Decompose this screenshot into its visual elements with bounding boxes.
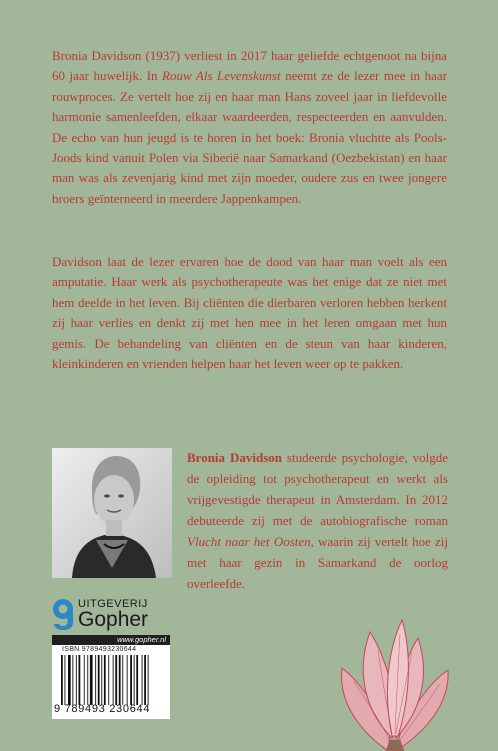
isbn-digits: 9 789493 230644: [54, 703, 151, 715]
magnolia-flower-illustration: [318, 610, 468, 751]
author-photo: [52, 448, 172, 578]
blurb-text-1a: Bronia Davidson (1937) verliest in 2017 haar geliefde echtgenoot na bijna 60 jaar huwelijk. In: [52, 48, 447, 84]
isbn-label: ISBN 9789493230644: [62, 646, 137, 653]
publisher-label: UITGEVERIJ: [78, 598, 148, 610]
bio-text-a: studeerde psychologie, volgde de opleiding tot psychotherapeut en werkt als vrijgevestigde therapeut in Amsterdam. In 2012 debuteerde zij met de autobiografische roman: [187, 450, 448, 528]
book-title: Rouw Als Levenskunst: [162, 68, 281, 84]
publisher-g-icon: [52, 598, 74, 630]
author-bio: [187, 447, 448, 594]
barcode: [52, 645, 170, 719]
publisher-logo: [52, 598, 172, 638]
author-name: Bronia Davidson: [187, 450, 282, 465]
publisher-url: www.gopher.nl: [52, 635, 170, 645]
bio-text-b: , waarin zij vertelt hoe zij met haar gezin in Samarkand de oorlog overleefde.: [187, 534, 448, 591]
barcode-bars: [61, 655, 161, 705]
blurb-paragraph-2: Davidson laat de lezer ervaren hoe de dood van haar man voelt als een amputatie. Haar werk als psychotherapeute was het enige dat ze niet met hem deelde in het leven. Bij cliënten die dierbaren verloren hebben herkent zij haar verlies en denkt zij met hen mee in het leren omgaan met hun gemis. De behandeling van cliënten en de steun van haar kinderen, kleinkinderen en vrienden helpen haar het leven weer op te pakken.: [52, 254, 447, 372]
blurb-paragraph-1: [52, 46, 447, 209]
publisher-name: Gopher: [78, 608, 149, 631]
blurb-text-1b: neemt ze de lezer mee in haar rouwproces. Ze vertelt hoe zij en haar man Hans zoveel jaar in liefdevolle harmonie samenleefden, elkaar waardeerden, respecteerden en aanvulden. De echo van hun jeugd is te horen in het boek: Bronia vluchtte als Pools-Joods kind vanuit Polen via Siberië naar Samarkand (Oezbekistan) en haar man was als zevenjarig kind met zijn moeder, oudere zus en twee jongere broers geïnterneerd in meerdere Jappenkampen.: [52, 68, 448, 206]
novel-title: Vlucht naar het Oosten: [187, 534, 311, 549]
